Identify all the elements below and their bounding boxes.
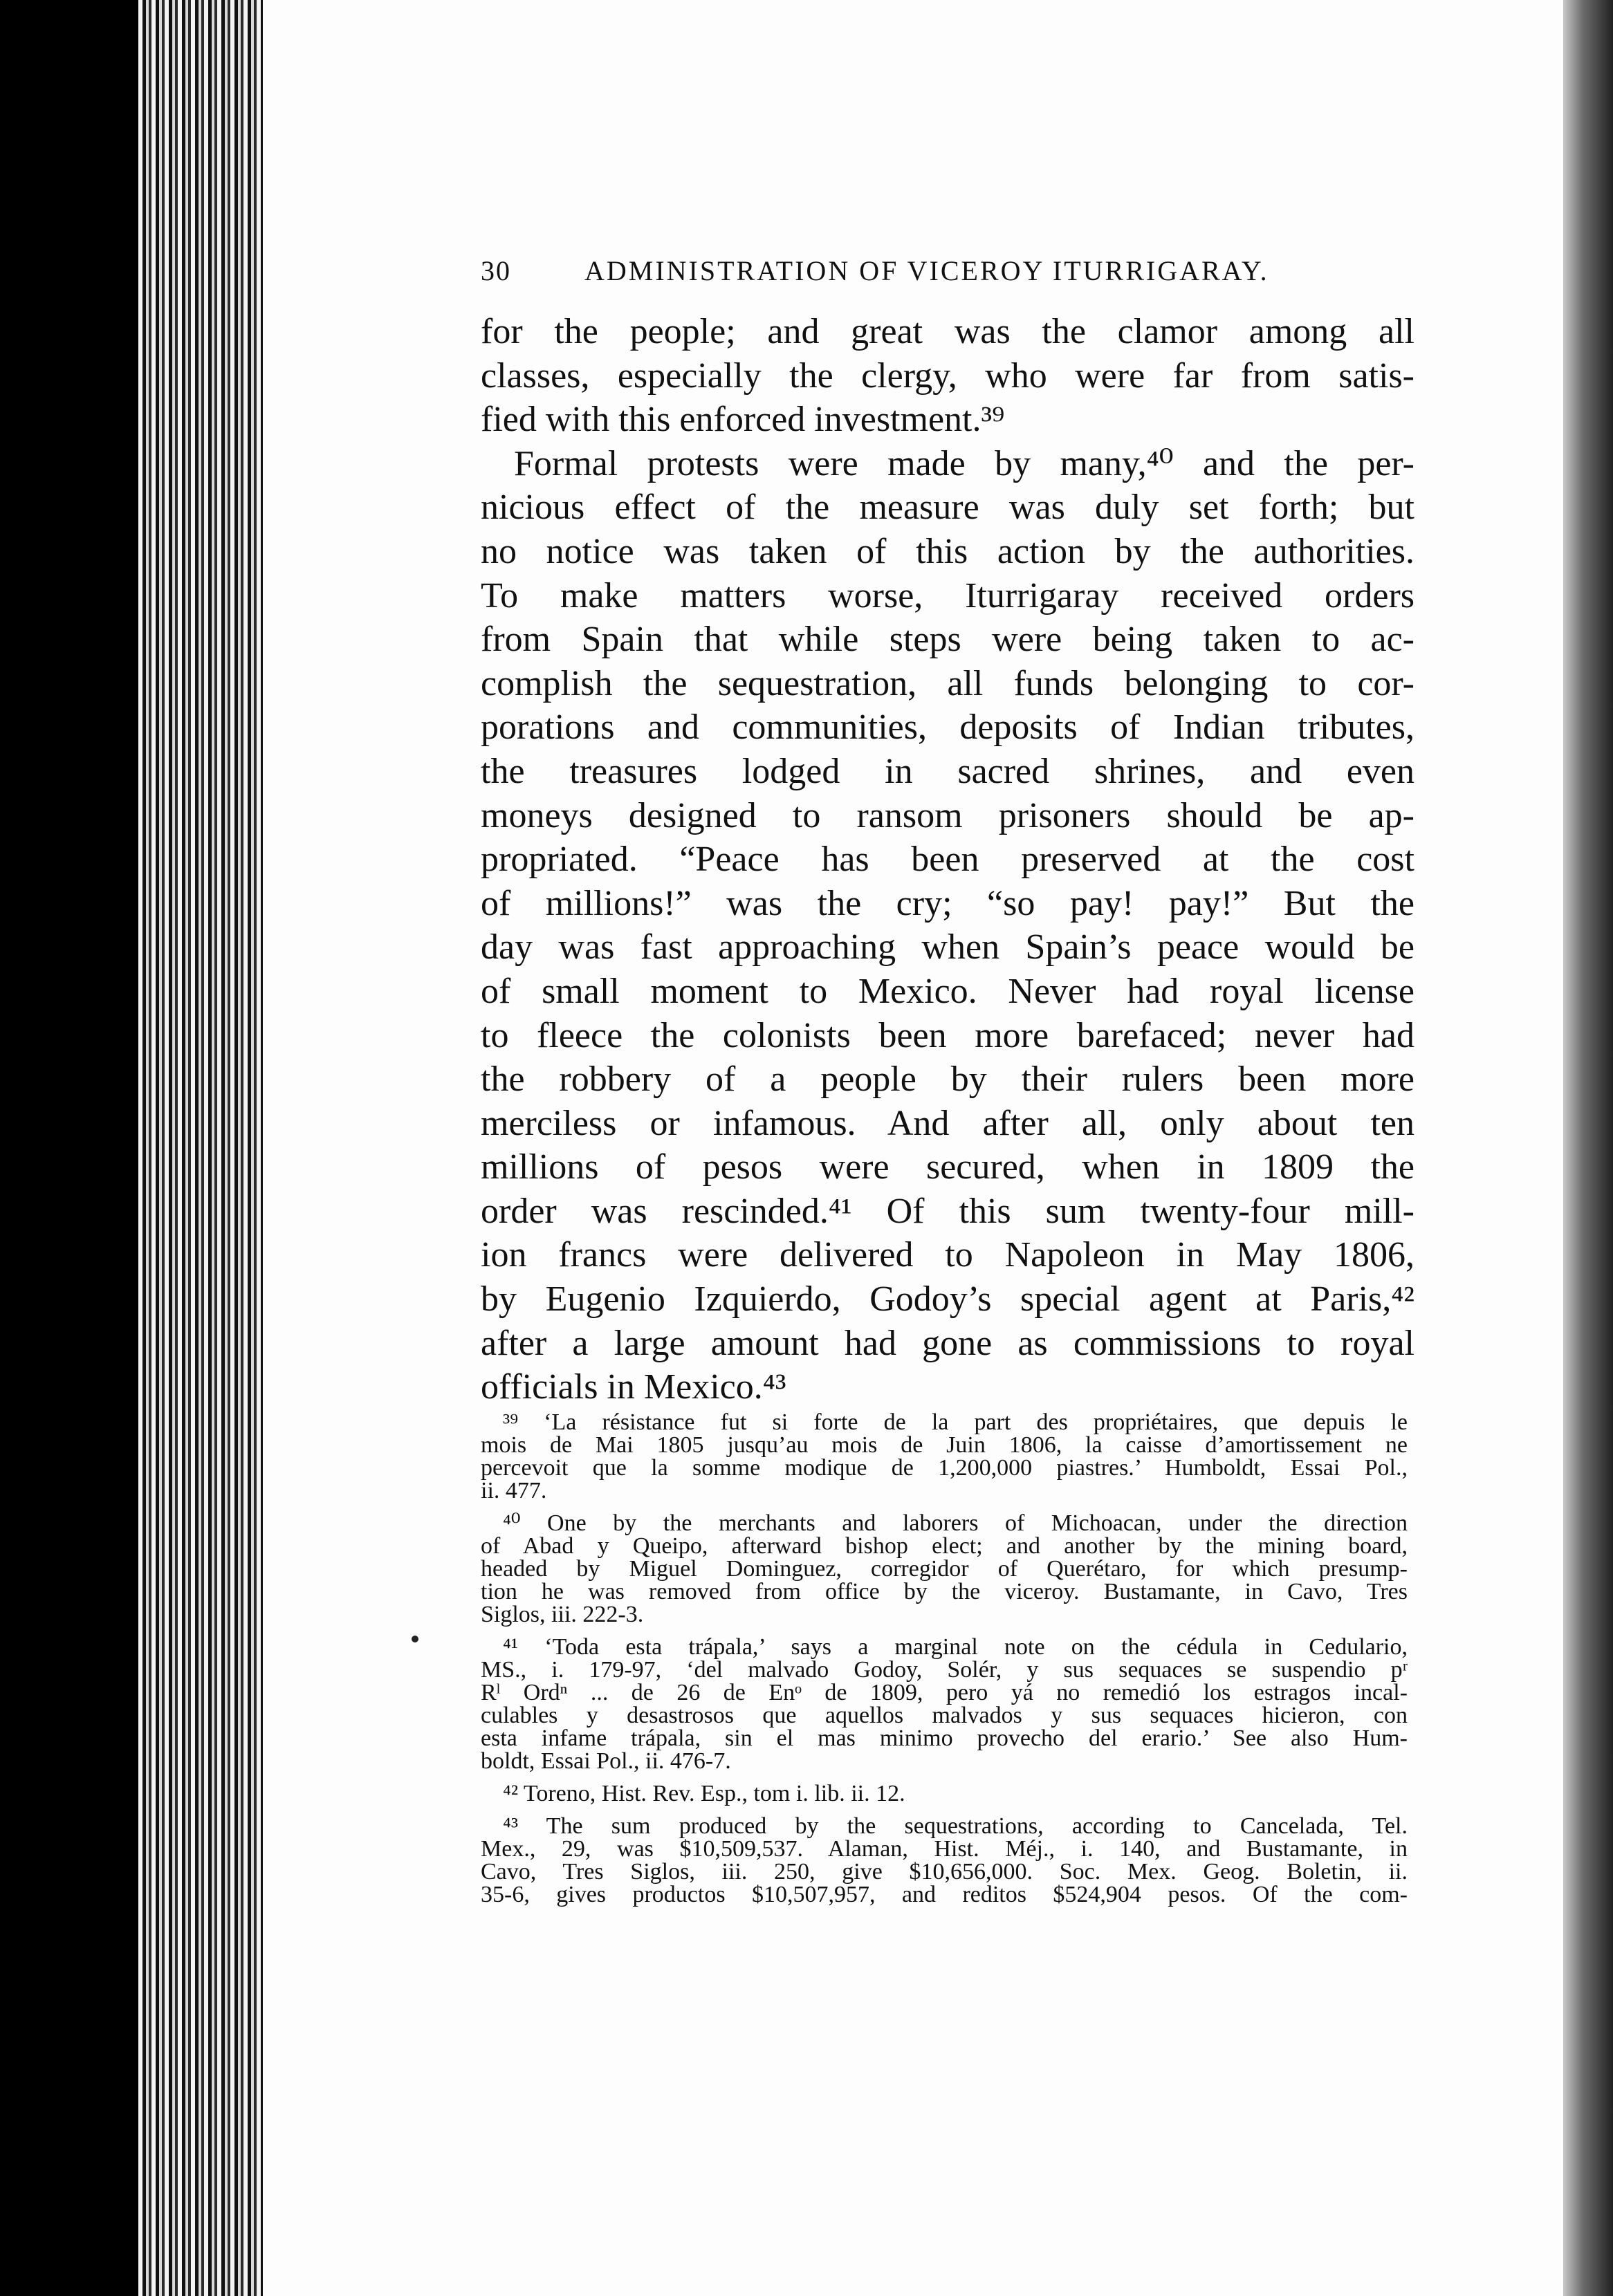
body-line: classes, especially the clergy, who were far from satis- <box>481 355 1414 396</box>
body-text <box>481 310 1414 1409</box>
body-line: complish the sequestration, all funds belonging to cor- <box>481 663 1414 703</box>
body-line: moneys designed to ransom prisoners should be ap- <box>481 795 1414 835</box>
body-line: the robbery of a people by their rulers been more <box>481 1059 1414 1100</box>
body-line: merciless or infamous. And after all, only about ten <box>481 1103 1414 1143</box>
footnote-40 <box>481 1512 1408 1626</box>
book-page-edges <box>0 0 263 2296</box>
footnote-line: Siglos, iii. 222-3. <box>481 1602 644 1627</box>
footnote-line: esta infame trápala, sin el mas minimo provecho del erario.’ See also Hum- <box>481 1725 1408 1751</box>
footnote-line: ⁴¹ ‘Toda esta trápala,’ says a marginal note on the cédula in Cedulario, <box>503 1634 1408 1660</box>
body-line: by Eugenio Izquierdo, Godoy’s special agent at Paris,⁴² <box>481 1279 1414 1320</box>
footnote-41 <box>481 1636 1408 1772</box>
footnote-line: of Abad y Queipo, afterward bishop elect; and another by the mining board, <box>481 1533 1408 1559</box>
footnote-line: culables y desastrosos que aquellos malvados y sus sequaces hicieron, con <box>481 1703 1408 1728</box>
body-line: of small moment to Mexico. Never had royal license <box>481 971 1414 1011</box>
footnote-line: mois de Mai 1805 jusqu’au mois de Juin 1806, la caisse d’amortissement ne <box>481 1432 1408 1458</box>
body-line: from Spain that while steps were being taken to ac- <box>481 620 1414 660</box>
footnote-line: ii. 477. <box>481 1478 547 1503</box>
footnote-line: boldt, Essai Pol., ii. 476-7. <box>481 1748 731 1774</box>
page-number: 30 <box>481 255 511 286</box>
footnote-line: percevoit que la somme modique de 1,200,000 piastres.’ Humboldt, Essai Pol., <box>481 1455 1408 1481</box>
footnote-line: tion he was removed from office by the viceroy. Bustamante, in Cavo, Tres <box>481 1579 1408 1604</box>
body-line: Formal protests were made by many,⁴⁰ and the per- <box>514 443 1414 483</box>
body-line: porations and communities, deposits of Indian tributes, <box>481 707 1414 748</box>
footnote-line: Rˡ Ordⁿ ... de 26 de Enᵒ de 1809, pero yá no remedió los estragos incal- <box>481 1680 1408 1705</box>
footnote-line: Cavo, Tres Siglos, iii. 250, give $10,656,000. Soc. Mex. Geog. Boletin, ii. <box>481 1859 1408 1885</box>
body-line: nicious effect of the measure was duly set forth; but <box>481 488 1414 528</box>
body-line: order was rescinded.⁴¹ Of this sum twenty-four mill- <box>481 1191 1414 1231</box>
body-line: to fleece the colonists been more barefaced; never had <box>481 1015 1414 1055</box>
binding-shadow <box>0 0 138 2296</box>
body-line: officials in Mexico.⁴³ <box>481 1367 786 1407</box>
footnote-line: ⁴³ The sum produced by the sequestrations, according to Cancelada, Tel. <box>503 1813 1408 1839</box>
body-line: day was fast approaching when Spain’s peace would be <box>481 927 1414 968</box>
right-page-shadow <box>1563 0 1613 2296</box>
footnote-39 <box>481 1411 1408 1502</box>
body-line: To make matters worse, Iturrigaray received orders <box>481 575 1414 615</box>
footnote-line: ⁴² Toreno, Hist. Rev. Esp., tom i. lib. ii. 12. <box>503 1781 905 1806</box>
footnote-line: ⁴⁰ One by the merchants and laborers of Michoacan, under the direction <box>503 1510 1408 1536</box>
footnote-line: headed by Miguel Dominguez, corregidor of Querétaro, for which presump- <box>481 1556 1408 1582</box>
body-line: for the people; and great was the clamor among all <box>481 312 1414 351</box>
margin-dot <box>412 1636 418 1642</box>
footnote-line: MS., i. 179-97, ‘del malvado Godoy, Solér, y sus sequaces se suspendio pʳ <box>481 1657 1408 1683</box>
running-head-title: ADMINISTRATION OF VICEROY ITURRIGARAY. <box>584 255 1269 286</box>
body-line: fied with this enforced investment.³⁹ <box>481 400 1005 440</box>
body-line: the treasures lodged in sacred shrines, and even <box>481 751 1414 791</box>
body-line: ion francs were delivered to Napoleon in May 1806, <box>481 1235 1414 1275</box>
body-line: millions of pesos were secured, when in 1809 the <box>481 1147 1414 1187</box>
footnote-line: Mex., 29, was $10,509,537. Alaman, Hist. Méj., i. 140, and Bustamante, in <box>481 1836 1408 1862</box>
body-line: no notice was taken of this action by the authorities. <box>481 531 1414 571</box>
footnotes <box>481 1411 1408 1916</box>
footnote-line: ³⁹ ‘La résistance fut si forte de la part des propriétaires, que depuis le <box>503 1409 1408 1435</box>
stacked-page-edges <box>138 0 263 2296</box>
body-line: of millions!” was the cry; “so pay! pay!” But the <box>481 883 1414 923</box>
running-head <box>481 254 1380 296</box>
footnote-42 <box>481 1782 1408 1805</box>
footnote-43 <box>481 1815 1408 1906</box>
body-line: propriated. “Peace has been preserved at the cost <box>481 840 1414 880</box>
footnote-line: 35-6, gives productos $10,507,957, and reditos $524,904 pesos. Of the com- <box>481 1882 1408 1907</box>
body-line: after a large amount had gone as commissions to royal <box>481 1323 1414 1363</box>
